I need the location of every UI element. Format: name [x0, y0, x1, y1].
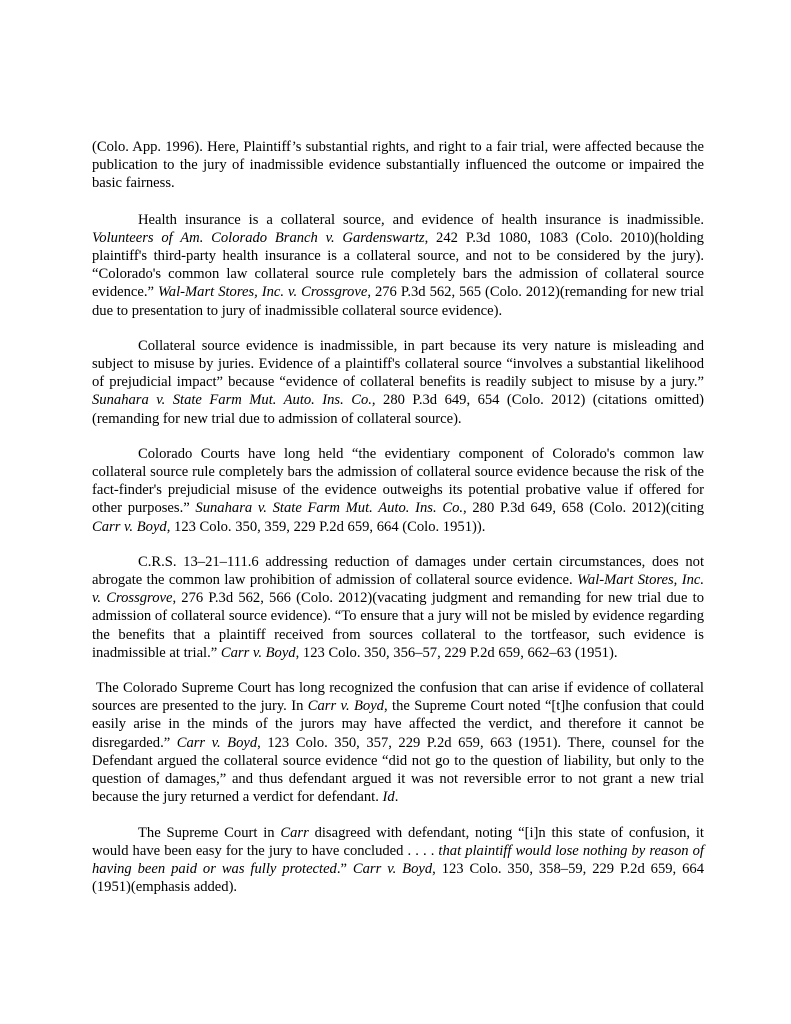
text-segment: , the Supreme Court noted “[t]he confusion that could easily arise in the minds of the jurors may have affected the verdict, and therefore it cannot be disregarded.” — [92, 698, 705, 751]
case-citation: Carr v. Boyd — [176, 734, 258, 751]
case-citation: Carr v. Boyd — [92, 518, 167, 535]
text-segment: disagreed with defendant, noting “[i]n this state of confusion, it would have been easy for the jury to have concluded . . . . — [92, 824, 704, 859]
text-segment: C.R.S. 13–21–111.6 addressing reduction of damages under certain circumstances, does not abrogate the common law prohibition of admission of collateral source evidence. — [92, 553, 704, 589]
text-segment: , 276 P.3d 562, 565 (Colo. 2012)(remanding for new trial due to presentation to jury of inadmissible collateral source evidence). — [92, 284, 704, 319]
text-segment: , 276 P.3d 562, 566 (Colo. 2012)(vacating judgment and remanding for new trial due to admission of collateral source evidence). “To ensure that a jury will not be misled by evidence regarding the benefits that a plaintiff received from sources collateral to the tortfeasor, such evidence is inadmissible at trial.” — [92, 590, 704, 661]
text-segment: , 280 P.3d 649, 654 (Colo. 2012) (citations omitted)(remanding for new trial due to admission of collateral source). — [92, 392, 704, 427]
case-citation: that plaintiff would lose nothing by reason of having been paid or was fully protected — [92, 842, 704, 877]
case-citation: Id — [382, 789, 395, 806]
case-citation: Carr v. Boyd — [220, 644, 296, 661]
case-citation: Sunahara v. State Farm Mut. Auto. Ins. Co. — [195, 500, 464, 517]
text-segment: Collateral source evidence is inadmissible, in part because its very nature is misleading and subject to misuse by juries. Evidence of a plaintiff's collateral source “involves a substantial likelihood of prejudicial impact” because “evidence of collateral benefits is readily subject to misuse by a jury.” — [92, 337, 704, 391]
text-segment: (Colo. App. 1996). Here, Plaintiff’s substantial rights, and right to a fair trial, were affected because the publication to the jury of inadmissible evidence substantially influenced the outcome or impaired the basic fairness. — [92, 139, 704, 192]
case-citation: Carr — [280, 824, 309, 841]
text-segment: The Colorado Supreme Court has long recognized the confusion that can arise if evidence of collateral sources are presented to the jury. In — [92, 680, 704, 715]
text-segment: Health insurance is a collateral source, and evidence of health insurance is inadmissible. — [138, 211, 704, 228]
case-citation: Volunteers of Am. Colorado Branch v. Gardenswartz — [92, 229, 425, 246]
paragraph-1 — [92, 138, 704, 193]
text-segment: , 123 Colo. 350, 359, 229 P.2d 659, 664 (Colo. 1951)). — [166, 518, 486, 535]
case-citation: Wal-Mart Stores, Inc. v. Crossgrove — [92, 572, 705, 607]
paragraph-7 — [92, 824, 704, 897]
text-segment: , 123 Colo. 350, 356–57, 229 P.2d 659, 662–63 (1951). — [295, 644, 618, 661]
paragraph-3 — [92, 337, 704, 428]
text-segment: , 280 P.3d 649, 658 (Colo. 2012)(citing — [463, 500, 705, 517]
case-citation: Carr v. Boyd — [307, 698, 384, 715]
case-citation: Sunahara v. State Farm Mut. Auto. Ins. Co. — [92, 392, 372, 409]
document-page — [92, 138, 704, 896]
paragraph-4 — [92, 445, 704, 536]
case-citation: Wal-Mart Stores, Inc. v. Crossgrove — [157, 284, 368, 301]
text-segment: , 123 Colo. 350, 357, 229 P.2d 659, 663 (1951). There, counsel for the Defendant argued the collateral source evidence “did not go to the question of liability, but only to the question of damages,” and thus defendant argued it was not reversible error to not grant a new trial because the jury returned a verdict for defendant. — [92, 734, 704, 806]
text-segment: . — [394, 789, 399, 806]
case-citation: Carr v. Boyd — [352, 860, 433, 877]
text-segment: The Supreme Court in — [138, 824, 281, 841]
text-segment: .” — [336, 860, 353, 877]
paragraph-5 — [92, 553, 704, 662]
paragraph-2 — [92, 211, 704, 320]
text-segment: Colorado Courts have long held “the evidentiary component of Colorado's common law collateral source rule completely bars the admission of collateral source evidence because the risk of the fact-finder's prejudicial misuse of the evidence outweighs its potential probative value if offered for other purposes.” — [92, 445, 704, 517]
paragraph-6 — [92, 679, 704, 806]
text-segment: , 123 Colo. 350, 358–59, 229 P.2d 659, 664 (1951)(emphasis added). — [92, 860, 704, 896]
text-segment: , 242 P.3d 1080, 1083 (Colo. 2010)(holding plaintiff's third-party health insurance is a collateral source, and not to be considered by the jury). “Colorado's common law collateral source rule completely bars the admission of collateral source evidence.” — [92, 229, 704, 301]
